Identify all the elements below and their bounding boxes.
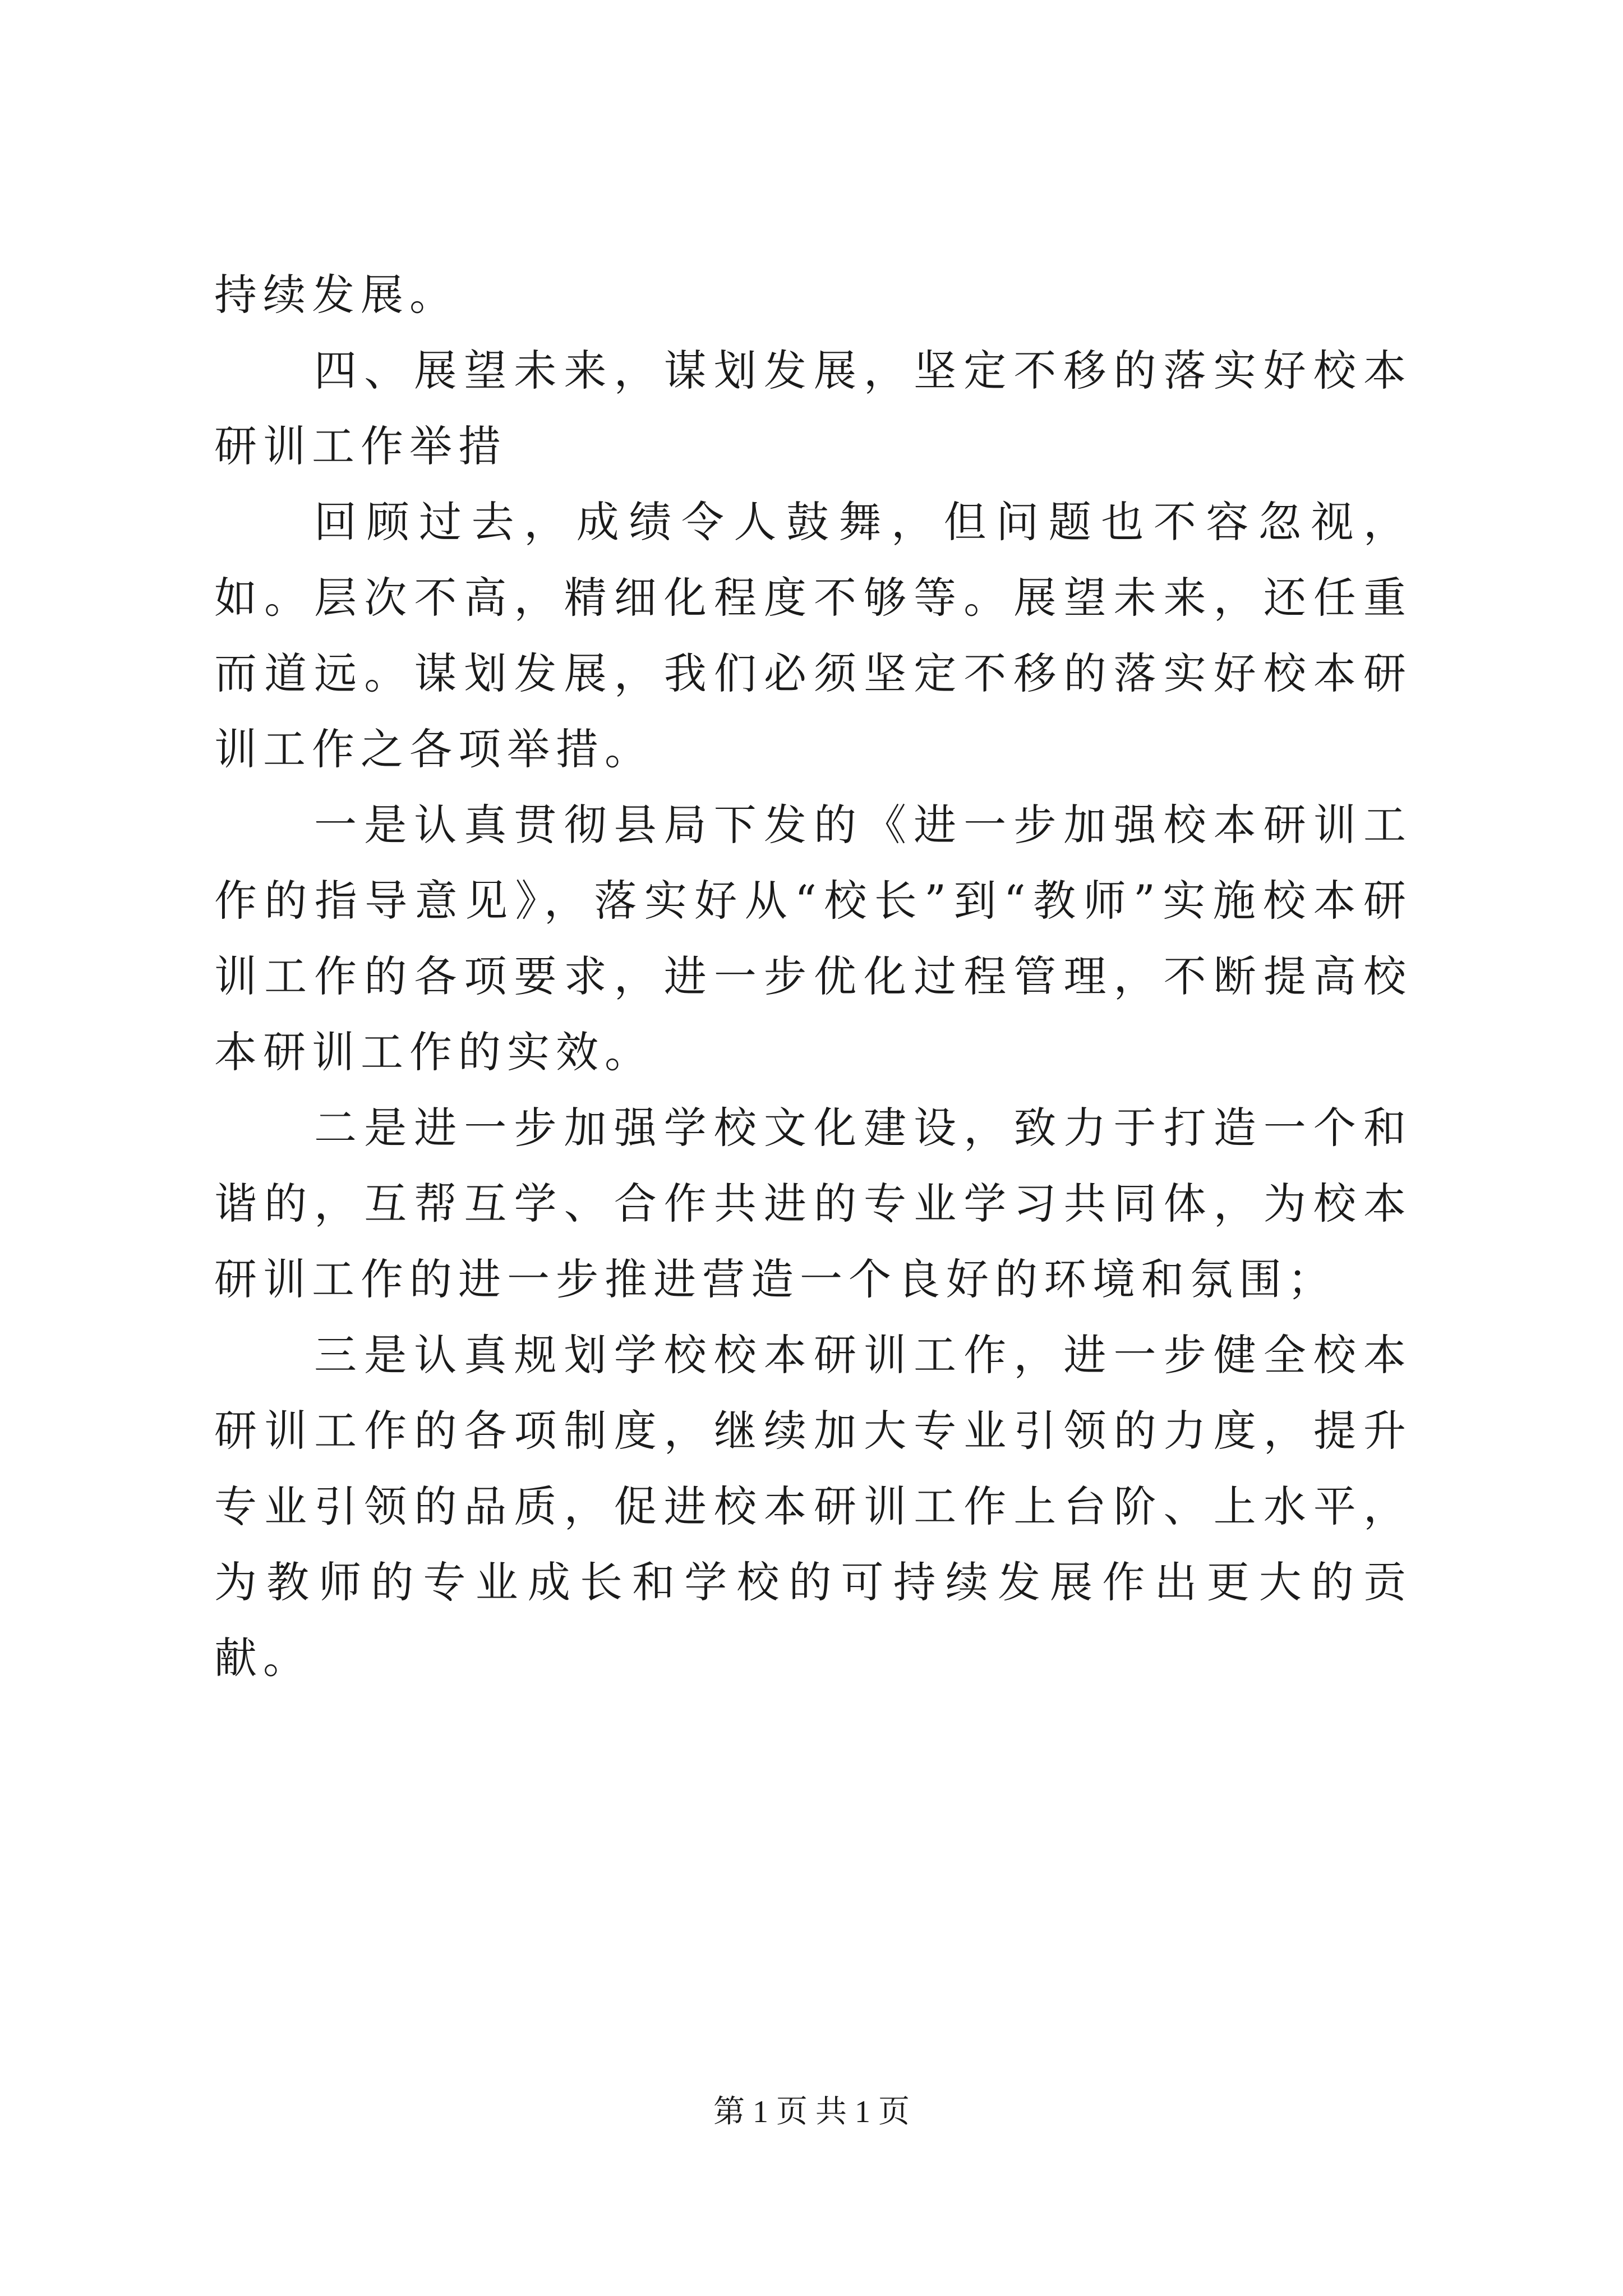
page-footer: 第 1 页 共 1 页 [713, 2095, 910, 2129]
paragraph-review: 回顾过去，成绩令人鼓舞，但问题也不容忽视，如。层次不高，精细化程度不够等。展望未来，还任重而道远。谋划发展，我们必须坚定不移的落实好校本研训工作之各项举措。 [214, 497, 1412, 774]
paragraph-measure-two: 二是进一步加强学校文化建设，致力于打造一个和谐的，互帮互学、合作共进的专业学习共同体，为校本研训工作的进一步推进营造一个良好的环境和氛围； [214, 1103, 1412, 1304]
paragraph-continuation: 持续发展。 [214, 270, 458, 320]
section-heading: 四、展望未来，谋划发展，坚定不移的落实好校本研训工作举措 [214, 346, 1412, 471]
paragraph-measure-three: 三是认真规划学校校本研训工作，进一步健全校本研训工作的各项制度，继续加大专业引领的力度，提升专业引领的品质，促进校本研训工作上台阶、上水平，为教师的专业成长和学校的可持续发展作出更大的贡献。 [214, 1330, 1412, 1683]
document-body [214, 257, 1412, 1696]
paragraph-measure-one: 一是认真贯彻县局下发的《进一步加强校本研训工作的指导意见》，落实好从“校长”到“教师”实施校本研训工作的各项要求，进一步优化过程管理，不断提高校本研训工作的实效。 [214, 800, 1412, 1077]
